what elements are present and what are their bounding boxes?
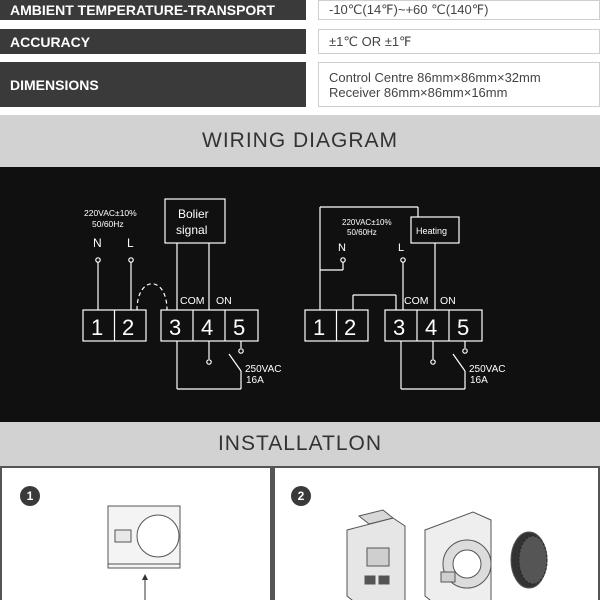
spec-value-transport: -10℃(14℉)~+60 ℃(140℉) — [318, 0, 600, 20]
spec-value-dimensions — [318, 62, 600, 107]
left-terminal-5: 5 — [233, 315, 246, 340]
spec-row-dimensions — [0, 62, 600, 107]
heating-label: Heating — [416, 226, 448, 236]
arrow-up-icon — [142, 574, 148, 580]
spec-label-accuracy: ACCURACY — [0, 29, 306, 54]
spec-row-accuracy — [0, 29, 600, 54]
boiler-signal-line2: signal — [176, 223, 208, 237]
spec-value-accuracy: ±1℃ OR ±1℉ — [318, 29, 600, 54]
right-terminal-5: 5 — [457, 315, 470, 340]
right-supply-frequency: 50/60Hz — [347, 228, 377, 237]
back-plate — [347, 510, 405, 600]
installation-title: INSTALLATLON — [0, 422, 600, 466]
step-2-badge: 2 — [291, 486, 311, 506]
dial-knob — [511, 532, 547, 588]
left-supply-frequency: 50/60Hz — [92, 219, 124, 229]
left-terminal-4: 4 — [201, 315, 214, 340]
left-load-voltage: 250VAC — [245, 364, 282, 375]
right-terminal-1: 1 — [313, 315, 326, 340]
spec-label-transport: AMBIENT TEMPERATURE-TRANSPORT — [0, 0, 306, 20]
left-on-label: ON — [216, 295, 232, 307]
left-com-label: COM — [180, 295, 205, 307]
wiring-diagram-svg — [0, 167, 600, 422]
right-terminal-2: 2 — [344, 315, 357, 340]
right-com-label: COM — [404, 295, 429, 307]
step-1-badge: 1 — [20, 486, 40, 506]
install-step-2-panel — [272, 466, 600, 600]
thermostat-exploded-illustration — [275, 468, 600, 600]
right-terminal-4: 4 — [425, 315, 438, 340]
boiler-signal-line1: Bolier — [178, 207, 209, 221]
dimensions-control-centre: Control Centre 86mm×86mm×32mm — [329, 69, 541, 85]
left-terminal-2: 2 — [122, 315, 135, 340]
left-load-current: 16A — [246, 375, 264, 386]
thermostat-front-illustration — [2, 468, 270, 600]
left-supply-voltage: 220VAC±10% — [84, 208, 137, 218]
thermostat-dial — [137, 515, 179, 557]
wiring-diagram-title: WIRING DIAGRAM — [0, 115, 600, 167]
right-supply-voltage: 220VAC±10% — [342, 218, 392, 227]
thermostat-display — [115, 530, 131, 542]
right-on-label: ON — [440, 295, 456, 307]
spec-row-transport — [0, 0, 600, 22]
right-terminal-3: 3 — [393, 315, 406, 340]
left-live-label: L — [127, 236, 134, 250]
left-terminal-1: 1 — [91, 315, 104, 340]
right-live-label: L — [398, 242, 405, 254]
right-load-current: 16A — [470, 375, 488, 386]
spec-label-dimensions: DIMENSIONS — [0, 62, 306, 107]
dimensions-receiver: Receiver 86mm×86mm×16mm — [329, 84, 508, 100]
left-neutral-label: N — [93, 236, 102, 250]
left-terminal-3: 3 — [169, 315, 182, 340]
wiring-diagram-panel — [0, 167, 600, 422]
right-load-voltage: 250VAC — [469, 364, 506, 375]
install-step-1-panel — [0, 466, 272, 600]
front-cover — [425, 512, 491, 600]
right-neutral-label: N — [338, 242, 346, 254]
